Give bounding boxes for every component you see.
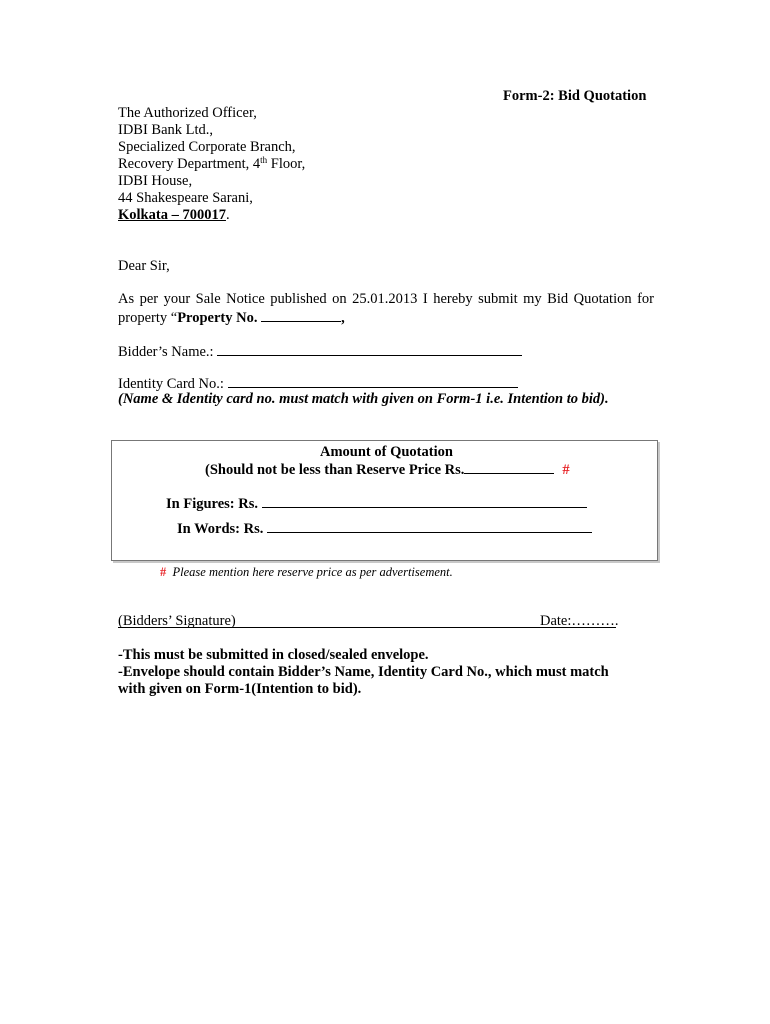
reserve-price-field[interactable] (464, 460, 554, 474)
body-paragraph-line1: As per your Sale Notice published on 25.01.2013 I hereby submit my Bid Quotation for (118, 291, 654, 307)
address-city: Kolkata – 700017 (118, 207, 226, 223)
address-line: IDBI House, (118, 173, 193, 189)
quotation-subtitle (205, 460, 570, 479)
address-city-end: . (225, 207, 230, 223)
amount-words-label: In Words: Rs. (177, 521, 267, 537)
bidder-name-label: Bidder’s Name.: (118, 344, 218, 360)
address-line: IDBI Bank Ltd., (118, 122, 214, 138)
date-label: Date:………. (540, 613, 619, 629)
instruction-line: -Envelope should contain Bidder’s Name, Identity Card No., which must match (118, 664, 609, 680)
amount-words-field[interactable] (267, 519, 592, 533)
reserve-price-note (160, 564, 453, 581)
salutation: Dear Sir, (118, 258, 170, 274)
form-title: Form-2: Bid Quotation (503, 88, 647, 104)
match-note: (Name & Identity card no. must match with given on Form-1 i.e. Intention to bid). (118, 391, 609, 407)
property-label: Property No. (177, 310, 262, 326)
identity-card-label: Identity Card No.: (118, 376, 228, 392)
address-dept: Recovery Department, 4 (118, 156, 261, 172)
instruction-line: -This must be submitted in closed/sealed envelope. (118, 647, 429, 663)
quotation-title: Amount of Quotation (320, 444, 453, 460)
amount-words-row (177, 519, 592, 538)
identity-card-field[interactable] (228, 374, 518, 388)
bidder-name-field[interactable] (217, 342, 522, 356)
reserve-note-text: Please mention here reserve price as per advertisement. (172, 565, 453, 579)
reserve-price-label: (Should not be less than Reserve Price Rs. (205, 462, 465, 478)
address-floor: Floor, (267, 156, 306, 172)
instruction-line: with given on Form-1(Intention to bid). (118, 681, 362, 697)
property-prefix: property “ (118, 310, 178, 326)
address-line: Specialized Corporate Branch, (118, 139, 296, 155)
address-line: 44 Shakespeare Sarani, (118, 190, 253, 206)
signature-label: (Bidders’ Signature) (118, 613, 236, 629)
amount-figures-label: In Figures: Rs. (166, 496, 262, 512)
property-end: , (341, 310, 345, 326)
amount-figures-row (166, 494, 587, 513)
address-line: The Authorized Officer, (118, 105, 257, 121)
address-line (118, 207, 305, 224)
hash-marker: # (160, 565, 167, 579)
body-paragraph-line2 (118, 308, 345, 327)
recipient-address (118, 105, 305, 224)
address-line (118, 156, 305, 173)
hash-marker: # (562, 462, 570, 478)
bidder-name-row (118, 342, 522, 361)
property-number-field[interactable] (261, 308, 341, 322)
amount-figures-field[interactable] (262, 494, 587, 508)
instructions (118, 647, 609, 698)
ordinal-suffix: th (260, 155, 268, 165)
